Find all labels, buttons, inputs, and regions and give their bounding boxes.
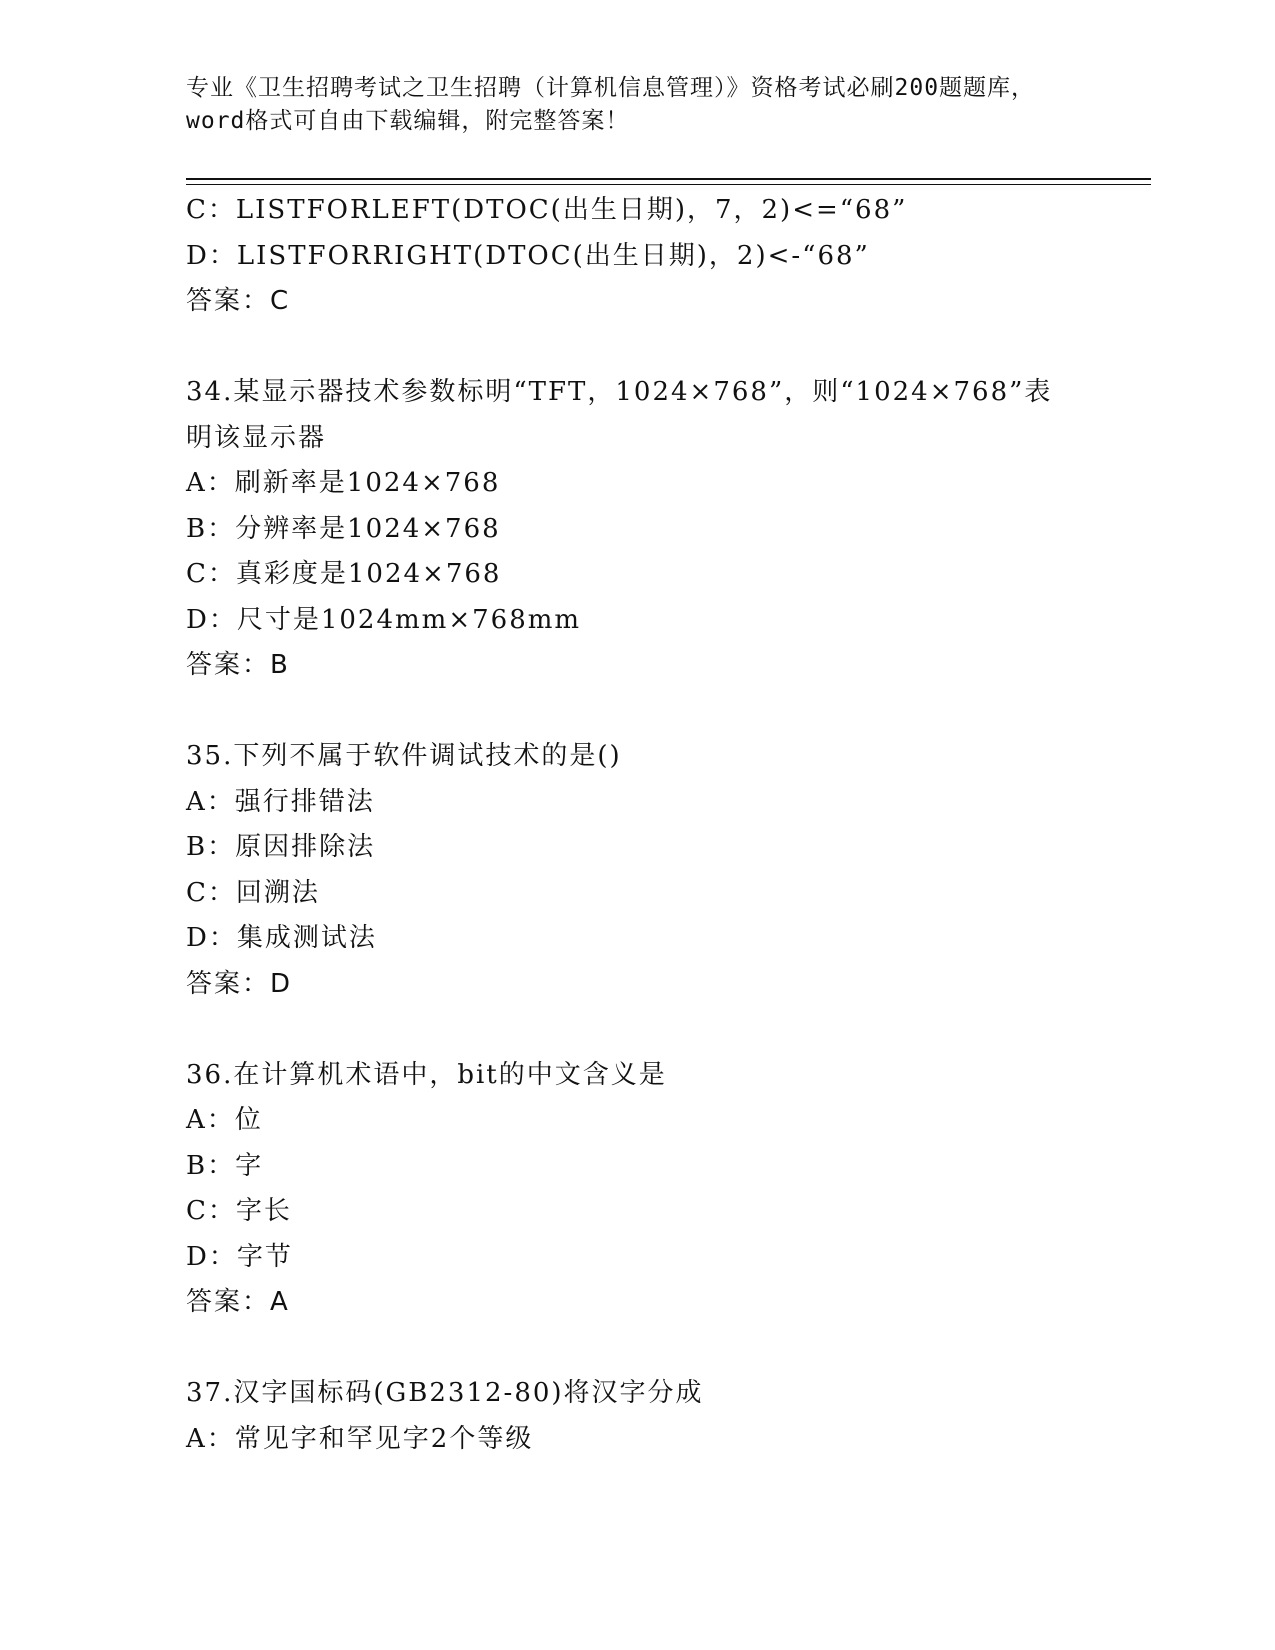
answer: 答案：A [186,1287,290,1317]
header-line-1: 专业《卫生招聘考试之卫生招聘（计算机信息管理）》资格考试必刷200题题库， [186,75,1036,101]
option-d: D：LISTFORRIGHT(DTOC(出生日期)，2)<-“68” [186,240,870,271]
option-a: A：刷新率是1024×768 [186,468,501,498]
question-stem-continued: 明该显示器 [186,422,327,453]
option-b: B：字 [186,1150,264,1181]
question-stem: 37.汉字国标码(GB2312-80)将汉字分成 [186,1378,704,1408]
header-rule-thin [186,184,1151,185]
spacer [186,689,1146,735]
answer: 答案：D [186,968,293,999]
option-a: A：位 [186,1105,263,1135]
answer: 答案：B [186,650,290,680]
option-b: B：原因排除法 [186,832,376,862]
option-d: D：尺寸是1024mm×768mm [186,604,582,635]
question-stem: 36.在计算机术语中，bit的中文含义是 [186,1059,667,1090]
option-c: C：LISTFORLEFT(DTOC(出生日期)，7，2)<=“68” [186,195,908,225]
option-a: A：强行排错法 [186,786,375,817]
option-c: C：真彩度是1024×768 [186,559,502,589]
option-a: A：常见字和罕见字2个等级 [186,1423,534,1454]
option-d: D：集成测试法 [186,923,377,953]
question-stem: 35.下列不属于软件调试技术的是() [186,741,622,771]
option-d: D：字节 [186,1241,293,1272]
spacer [186,1007,1146,1053]
question-stem: 34.某显示器技术参数标明“TFT，1024×768”，则“1024×768”表 [186,377,1053,407]
option-c: C：回溯法 [186,877,320,908]
spacer [186,325,1146,371]
question-list [186,188,1146,1462]
option-c: C：字长 [186,1196,292,1226]
answer: 答案：C [186,286,291,316]
header-line-2: word格式可自由下载编辑，附完整答案！ [186,108,630,134]
document-header [186,72,1086,138]
header-rule-thick [186,178,1151,180]
spacer [186,1326,1146,1372]
option-b: B：分辨率是1024×768 [186,513,501,544]
